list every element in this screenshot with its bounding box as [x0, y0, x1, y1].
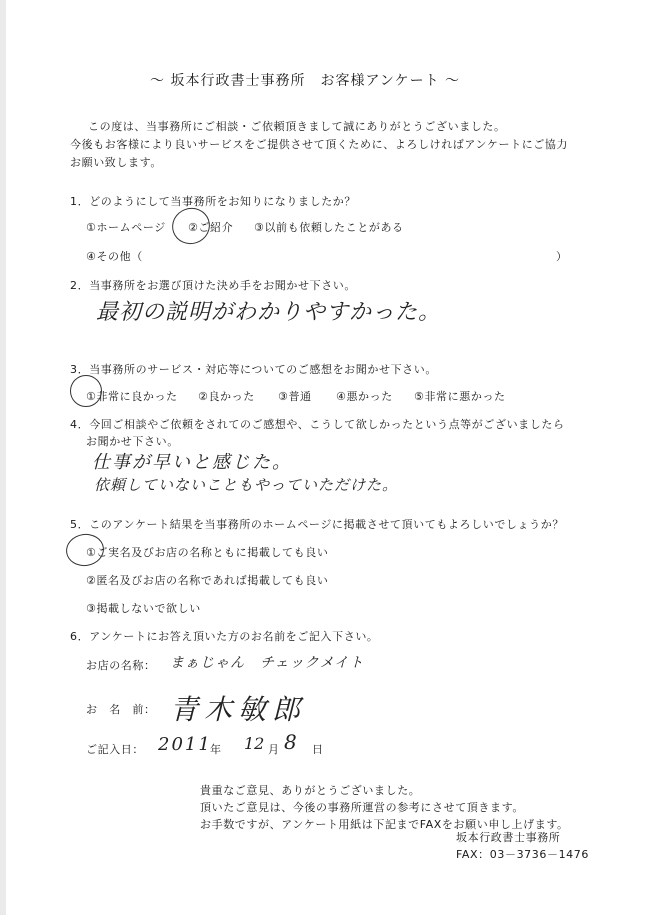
q3-selection-mark: [70, 375, 102, 407]
q2-handwritten-answer: 最初の説明がわかりやすかった。: [96, 300, 442, 325]
q3-option-4: ④悪かった: [336, 390, 393, 403]
page-title: 〜 坂本行政書士事務所 お客様アンケート 〜: [150, 73, 461, 89]
date-year: 2011: [158, 734, 212, 755]
shop-name-label: お店の名称：: [86, 659, 156, 672]
year-unit: 年: [210, 743, 222, 756]
q3-option-2: ②良かった: [198, 390, 255, 403]
date-day: 8: [284, 730, 297, 754]
question-4-line-1: 4．今回ご相談やご依頼をされてのご感想や、こうして欲しかったという点等がございましたら: [70, 418, 565, 431]
date-month: 12: [244, 734, 265, 753]
intro-line-2: 今後もお客様により良いサービスをご提供させて頂くために、よろしければアンケートにご協力: [70, 138, 569, 151]
q5-option-3: ③掲載しないで欲しい: [86, 602, 201, 615]
closing-line-2: 頂いたご意見は、今後の事務所運営の参考にさせて頂きます。: [200, 801, 524, 814]
question-4-line-2: お聞かせ下さい。: [86, 435, 179, 448]
closing-line-1: 貴重なご意見、ありがとうございました。: [200, 784, 421, 797]
q1-selection-mark: [167, 203, 215, 250]
intro-line-3: お願い致します。: [70, 156, 162, 169]
question-5: 5．このアンケート結果を当事務所のホームページに掲載させて頂いてもよろしいでしょうか？: [70, 518, 564, 531]
day-unit: 日: [312, 743, 324, 756]
question-2: 2．当事務所をお選び頂けた決め手をお聞かせ下さい。: [70, 279, 356, 292]
office-fax: FAX：03－3736－1476: [456, 848, 589, 861]
question-1: 1．どのようにして当事務所をお知りになりましたか？: [70, 195, 356, 208]
intro-line-1: この度は、当事務所にご相談・ご依頼頂きまして誠にありがとうございました。: [88, 120, 506, 133]
q4-handwritten-answer-2: 依頼していないこともやっていただけた。: [94, 476, 399, 494]
question-3: 3．当事務所のサービス・対応等についてのご感想をお聞かせ下さい。: [70, 363, 437, 376]
question-6: 6．アンケートにお答え頂いた方のお名前をご記入下さい。: [70, 630, 379, 643]
q1-option-3: ③以前も依頼したことがある: [254, 221, 404, 234]
q1-other-label: ④その他（: [86, 250, 143, 263]
office-name: 坂本行政書士事務所: [456, 831, 561, 844]
q5-option-2: ②匿名及びお店の名称であれば掲載しても良い: [86, 574, 329, 587]
q3-option-3: ③普通: [278, 390, 312, 403]
customer-name-value: 青木敏郎: [170, 693, 307, 726]
shop-name-value: まぁじゃん チェックメイト: [170, 655, 365, 671]
customer-name-label: お 名 前：: [86, 703, 156, 716]
month-unit: 月: [268, 743, 280, 756]
q3-option-5: ⑤非常に悪かった: [414, 390, 506, 403]
q1-option-2: ②ご紹介: [188, 221, 234, 234]
q4-handwritten-answer-1: 仕事が早いと感じた。: [92, 452, 292, 473]
q5-option-1: ①ご実名及びお店の名称ともに掲載しても良い: [86, 546, 329, 559]
closing-line-3: お手数ですが、アンケート用紙は下記までFAXをお願い申し上げます。: [200, 818, 569, 831]
q1-other-close: ）: [556, 250, 568, 263]
scan-edge: [0, 0, 6, 915]
q3-option-1: ①非常に良かった: [86, 390, 178, 403]
date-label: ご記入日：: [86, 743, 144, 756]
q5-selection-mark: [64, 532, 106, 569]
q1-option-1: ①ホームページ: [86, 221, 166, 234]
